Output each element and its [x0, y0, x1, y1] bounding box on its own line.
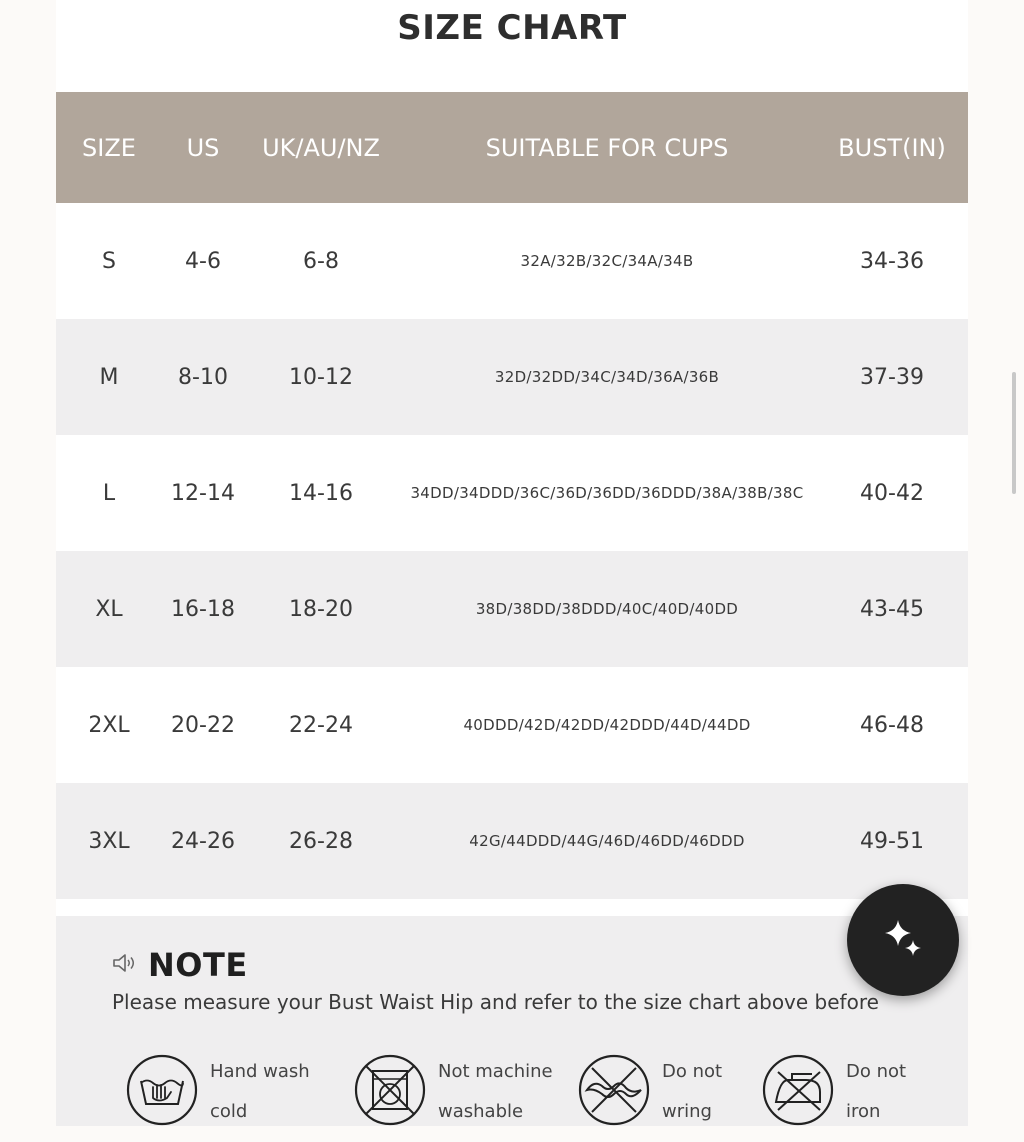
table-row: [56, 783, 968, 899]
cell-us: 24-26: [162, 783, 244, 899]
note-header: [112, 946, 248, 984]
cell-size: L: [102, 480, 116, 506]
cell-cups: 42G/44DDD/44G/46D/46DD/46DDD: [398, 783, 816, 899]
note-panel: [56, 916, 968, 1126]
sparkle-icon: [881, 916, 925, 964]
scrollbar-thumb[interactable]: [1012, 372, 1016, 494]
header-us: US: [162, 92, 244, 203]
do-not-wring-icon: [578, 1054, 650, 1130]
care-label-line2: iron: [846, 1101, 881, 1122]
care-hand-wash: [126, 1042, 310, 1142]
care-do-not-iron: [762, 1042, 906, 1142]
table-row: [56, 667, 968, 783]
care-no-machine-wash: [354, 1042, 553, 1142]
care-label-line1: Do not: [846, 1061, 907, 1082]
header-uk-au-nz: UK/AU/NZ: [244, 92, 398, 203]
hand-wash-icon: [126, 1054, 198, 1130]
speaker-icon: [112, 952, 138, 978]
cell-us: 12-14: [171, 480, 235, 506]
cell-cups: 32A/32B/32C/34A/34B: [520, 252, 694, 270]
header-size: SIZE: [56, 92, 162, 203]
cell-size: XL: [56, 551, 162, 667]
table-row: [56, 551, 968, 667]
cell-bust: 37-39: [816, 319, 968, 435]
care-label-line2: wring: [662, 1101, 712, 1122]
cell-bust: 34-36: [860, 248, 924, 274]
cell-size: 3XL: [56, 783, 162, 899]
care-label-line1: Not machine: [438, 1061, 553, 1082]
cell-bust: 46-48: [860, 712, 924, 738]
cell-us: 4-6: [185, 248, 221, 274]
table-row: [56, 435, 968, 551]
cell-bust: 40-42: [860, 480, 924, 506]
cell-cups: 40DDD/42D/42DD/42DDD/44D/44DD: [463, 716, 751, 734]
cell-cups: 34DD/34DDD/36C/36D/36DD/36DDD/38A/38B/38C: [410, 484, 804, 502]
cell-uk: 6-8: [303, 248, 339, 274]
no-machine-wash-icon: [354, 1054, 426, 1130]
table-header-row: [56, 92, 968, 203]
ai-assistant-button[interactable]: [847, 884, 959, 996]
care-label-line2: washable: [438, 1101, 524, 1122]
cell-bust: 43-45: [816, 551, 968, 667]
table-row: [56, 203, 968, 319]
header-bust: BUST(IN): [816, 92, 968, 203]
care-label-line1: Hand wash: [210, 1061, 310, 1082]
cell-uk: 22-24: [289, 712, 353, 738]
header-suitable-cups: SUITABLE FOR CUPS: [398, 92, 816, 203]
note-text: Please measure your Bust Waist Hip and refer to the size chart above before: [112, 990, 879, 1014]
cell-uk: 18-20: [244, 551, 398, 667]
cell-uk: 10-12: [244, 319, 398, 435]
cell-us: 20-22: [171, 712, 235, 738]
cell-size: 2XL: [88, 712, 130, 738]
cell-size: S: [102, 248, 116, 274]
cell-uk: 14-16: [289, 480, 353, 506]
cell-us: 16-18: [162, 551, 244, 667]
cell-bust: 49-51: [816, 783, 968, 899]
cell-size: M: [56, 319, 162, 435]
care-label-line1: Do not: [662, 1061, 723, 1082]
cell-cups: 38D/38DD/38DDD/40C/40D/40DD: [398, 551, 816, 667]
cell-uk: 26-28: [244, 783, 398, 899]
do-not-iron-icon: [762, 1054, 834, 1130]
note-title: NOTE: [148, 946, 248, 984]
cell-us: 8-10: [162, 319, 244, 435]
table-row: [56, 319, 968, 435]
care-label-line2: cold: [210, 1101, 248, 1122]
cell-cups: 32D/32DD/34C/34D/36A/36B: [398, 319, 816, 435]
size-chart-page: [56, 0, 968, 1126]
care-do-not-wring: [578, 1042, 722, 1142]
size-table: [56, 92, 968, 899]
page-title: SIZE CHART: [397, 8, 627, 48]
